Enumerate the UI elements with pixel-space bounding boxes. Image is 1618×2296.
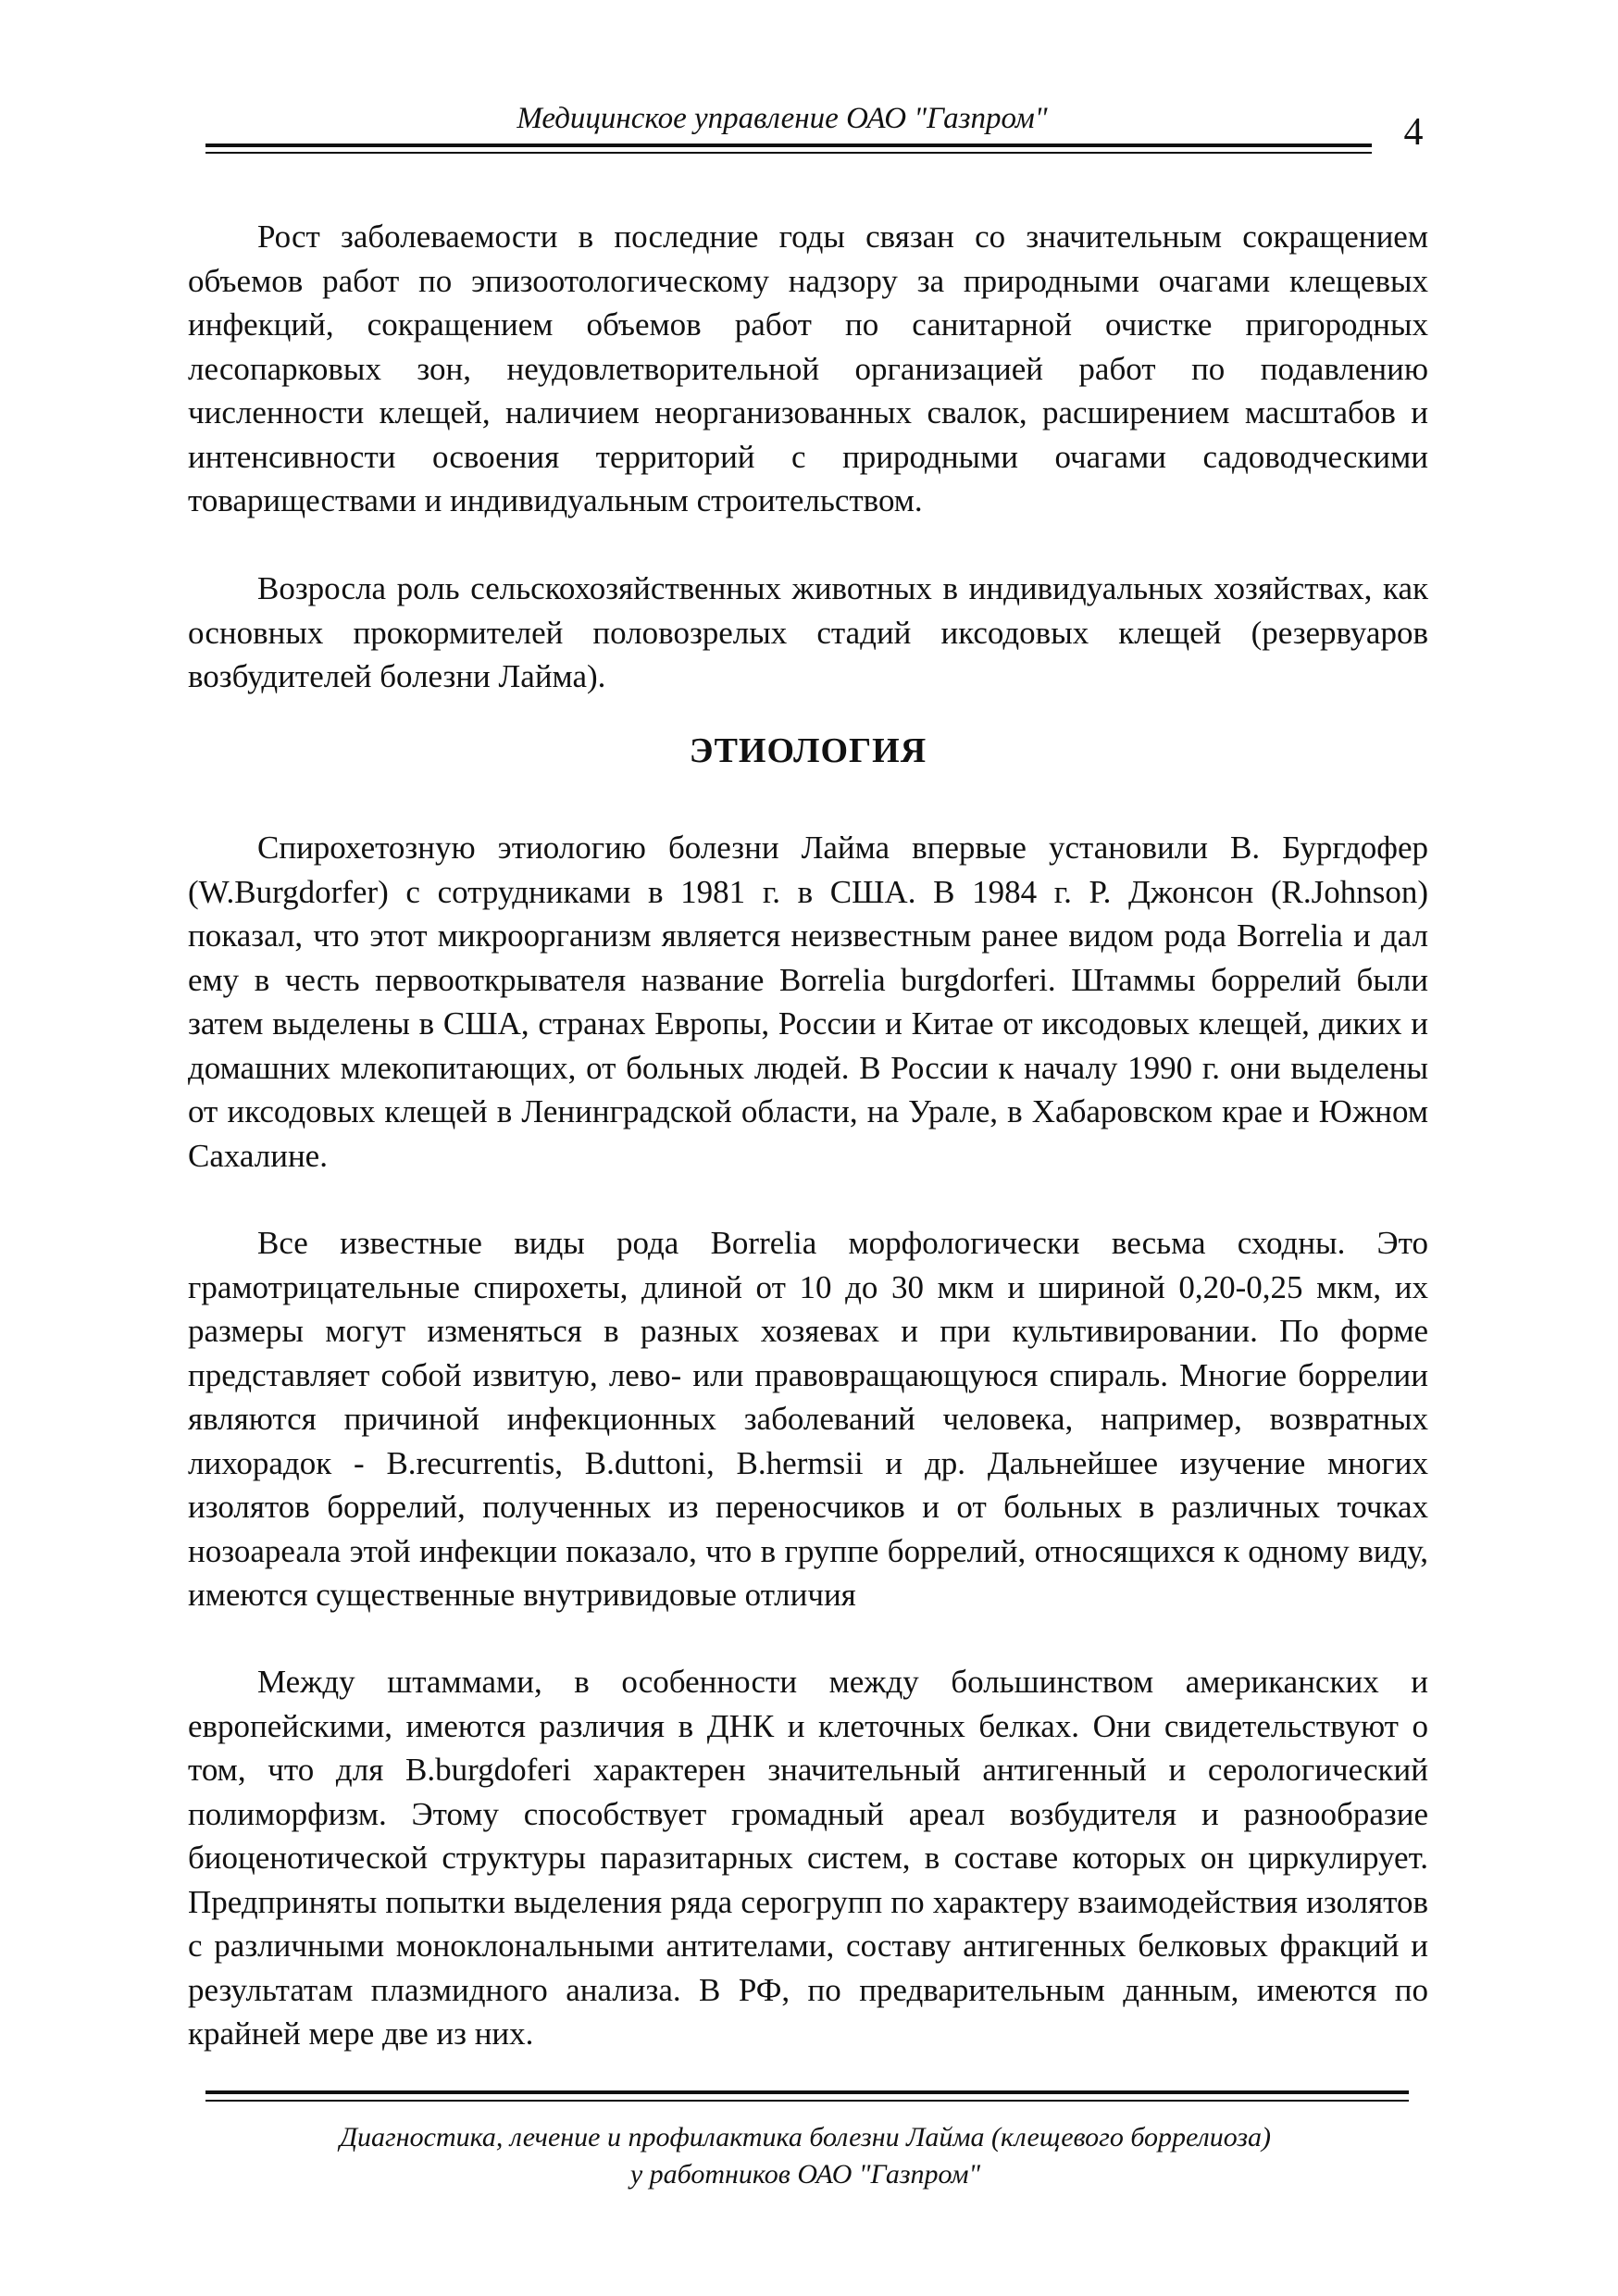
body-paragraph-growth-causes: Рост заболеваемости в последние годы связан со значительным сокращением объемов работ по эпизоотологическому надзору за природными очагами клещевых инфекций, сокращением объемов работ по санитарной очистке пригородных лесопарковых зон, неудовлетворительной организацией работ по подавлению численности клещей, наличием неорганизованных свалок, расширением масштабов и интенсивности освоения территорий с природными очагами садоводческими товариществами и индивидуальным строительством. xyxy=(188,218,1428,518)
body-paragraph-strain-differences: Между штаммами, в особенности между большинством американских и европейскими, имеются различия в ДНК и клеточных белках. Они свидетельствуют о том, что для B.burgdoferi характерен значительный антигенный и серологический полиморфизм. Этому способствует громадный ареал возбудителя и разнообразие биоценотической структуры паразитарных систем, в составе которых он циркулирует. Предприняты попытки выделения ряда серогрупп по характеру взаимодействия изолятов с различными моноклональными антителами, составу антигенных белковых фракций и результатам плазмидного анализа. В РФ, по предварительным данным, имеются по крайней мере две из них. xyxy=(188,1664,1428,2052)
running-header-title: Медицинское управление ОАО "Газпром" xyxy=(517,102,1048,135)
running-footer-line-1: Диагностика, лечение и профилактика болезни Лайма (клещевого боррелиоза) xyxy=(339,2122,1272,2152)
header-divider xyxy=(205,144,1372,147)
header-divider-thin xyxy=(205,152,1372,154)
footer-divider xyxy=(205,2090,1409,2094)
body-paragraph-borrelia-morphology: Все известные виды рода Borrelia морфологически весьма сходны. Это грамотрицательные спирохеты, длиной от 10 до 30 мкм и шириной 0,20-0,25 мкм, их размеры могут изменяться в разных хозяевах и при культивировании. По форме представляет собой извитую, лево- или правовращающуюся спираль. Многие боррелии являются причиной инфекционных заболеваний человека, например, возвратных лихорадок - B.recurrentis, B.duttoni, B.hermsii и др. Дальнейшее изучение многих изолятов боррелий, полученных из переносчиков и от больных в различных точках нозоареала этой инфекции показало, что в группе боррелий, относящихся к одному виду, имеются существенные внутривидовые отличия xyxy=(188,1225,1428,1613)
section-heading-etiology: ЭТИОЛОГИЯ xyxy=(689,731,927,770)
running-footer-line-2: у работников ОАО "Газпром" xyxy=(629,2159,981,2190)
page-number: 4 xyxy=(1403,111,1424,154)
body-paragraph-livestock-role: Возросла роль сельскохозяйственных животных в индивидуальных хозяйствах, как основных прокормителей половозрелых стадий иксодовых клещей (резервуаров возбудителей болезни Лайма). xyxy=(188,570,1428,694)
body-paragraph-etiology-discovery: Спирохетозную этиологию болезни Лайма впервые установили В. Бургдофер (W.Burgdorfer) с сотрудниками в 1981 г. в США. В 1984 г. Р. Джонсон (R.Johnson) показал, что этот микроорганизм является неизвестным ранее видом рода Borrelia и дал ему в честь первооткрывателя название Borrelia burgdorferi. Штаммы боррелий были затем выделены в США, странах Европы, России и Китае от иксодовых клещей, диких и домашних млекопитающих, от больных людей. В России к началу 1990 г. они выделены от иксодовых клещей в Ленинградской области, на Урале, в Хабаровском крае и Южном Сахалине. xyxy=(188,830,1428,1174)
footer-divider-thin xyxy=(205,2100,1409,2102)
